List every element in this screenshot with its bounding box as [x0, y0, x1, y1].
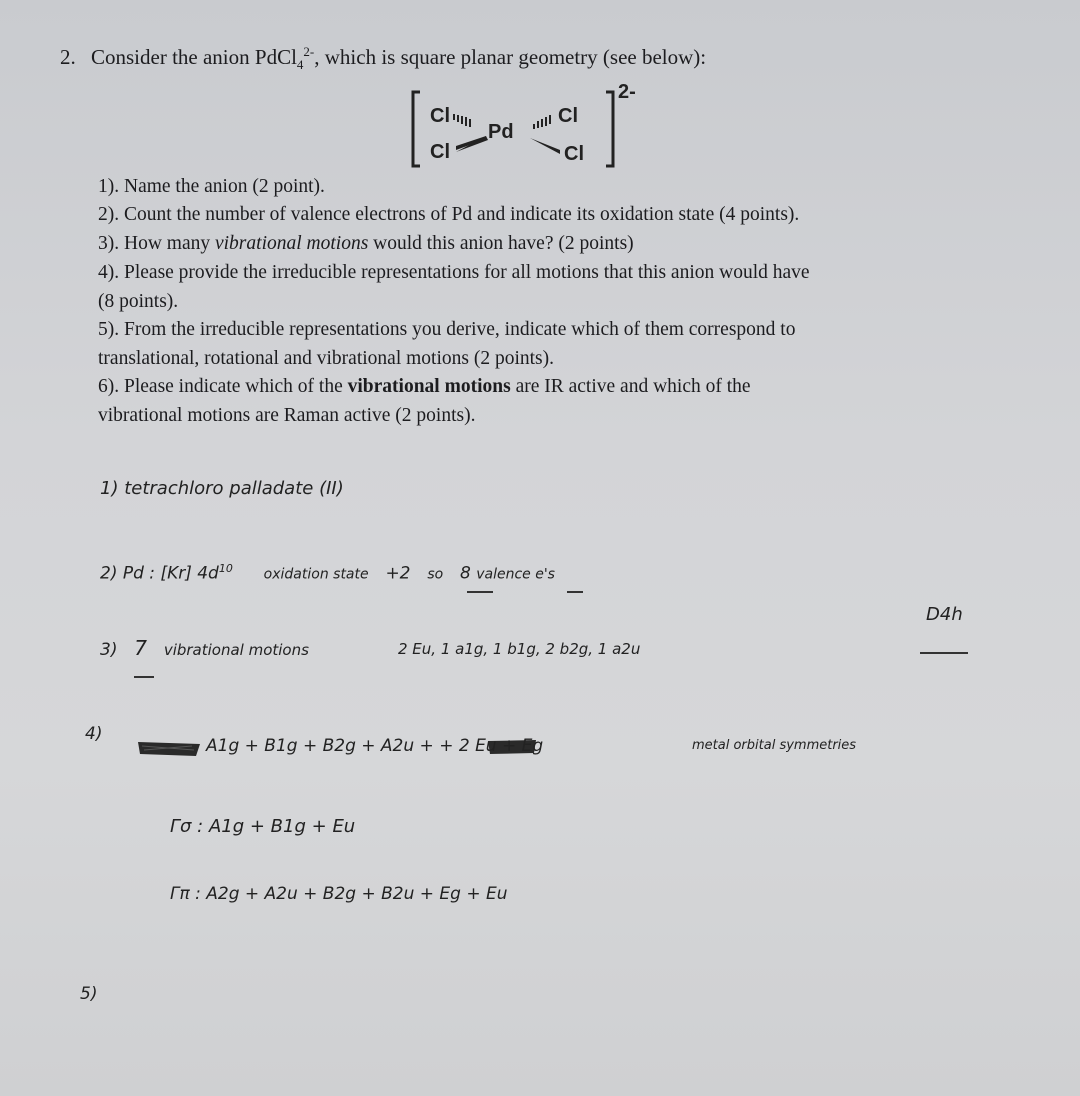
- answer-2-label: 2) Pd :: [100, 563, 156, 584]
- answer-2: [100, 562, 555, 584]
- subquestion-5: 5). From the irreducible representations you derive, indicate which of them correspond to: [98, 319, 796, 340]
- cl-bottom-left: Cl: [430, 141, 450, 163]
- gamma-pi-value: A2g + A2u + B2g + B2u + Eg + Eu: [206, 884, 508, 904]
- gamma-sigma-value: A1g + B1g + Eu: [208, 816, 356, 837]
- question-text-after: , which is square planar geometry (see below):: [314, 45, 707, 69]
- subquestion-2: 2). Count the number of valence electrons of Pd and indicate its oxidation state (4 points).: [98, 204, 800, 225]
- cl-bottom-right: Cl: [564, 143, 584, 165]
- answer-5-label: 5): [80, 984, 98, 1004]
- answer-2-config: [Kr] 4d: [160, 563, 219, 584]
- subquestion-1: 1). Name the anion (2 point).: [98, 176, 325, 197]
- subquestion-4-cont: (8 points).: [98, 291, 179, 312]
- subquestion-6: 6). Please indicate which of the vibrational motions are IR active and which of the: [98, 376, 751, 397]
- answer-4-line: A1g + B1g + B2g + A2u + + 2 Eu + Eg: [206, 736, 544, 756]
- underline-point-group: [920, 652, 968, 654]
- answer-3-list: 2 Eu, 1 a1g, 1 b1g, 2 b2g, 1 a2u: [398, 640, 641, 658]
- subquestion-6-cont: vibrational motions are Raman active (2 points).: [98, 405, 476, 426]
- question-number: 2.: [60, 45, 76, 69]
- gamma-sigma-label: Γσ :: [170, 816, 204, 837]
- answer-2-ox-value: +2: [385, 563, 411, 584]
- answer-1: 1) tetrachloro palladate (II): [100, 478, 344, 499]
- underline-seven: [134, 676, 154, 678]
- answer-2-valence-text: valence e's: [476, 566, 555, 583]
- gamma-pi: [170, 884, 508, 904]
- question-text-before: Consider the anion PdCl: [91, 45, 297, 69]
- answer-3-text: vibrational motions: [163, 641, 309, 659]
- subquestion-5-cont: translational, rotational and vibrational motions (2 points).: [98, 348, 554, 369]
- answer-2-oxidation: oxidation state: [263, 566, 369, 583]
- cl-top-left: Cl: [430, 105, 450, 127]
- question-subscript: 4: [296, 57, 304, 73]
- answer-3-count: 7: [134, 636, 147, 660]
- question-superscript: 2-: [303, 44, 315, 59]
- cl-top-right: Cl: [558, 105, 578, 127]
- answer-2-so: so: [427, 566, 444, 583]
- question-heading: [60, 44, 706, 73]
- gamma-pi-label: Γπ :: [170, 884, 201, 904]
- answer-3-label: 3): [100, 640, 118, 660]
- answer-2-config-sup: 10: [218, 562, 233, 575]
- pd-center: Pd: [488, 121, 514, 143]
- pdcl4-structure: [410, 84, 650, 174]
- subquestion-4: 4). Please provide the irreducible representations for all motions that this anion would have: [98, 262, 810, 283]
- answer-4-label: 4): [85, 724, 103, 744]
- point-group-label: D4h: [926, 604, 963, 625]
- answer-3: [100, 636, 309, 660]
- answer-4-note: metal orbital symmetries: [692, 738, 857, 753]
- answer-2-valence-count: 8: [459, 563, 471, 584]
- subquestion-3: 3). How many vibrational motions would this anion have? (2 points): [98, 233, 634, 254]
- charge-label: 2-: [618, 84, 636, 103]
- underline-val: [567, 591, 583, 593]
- underline-ox: [467, 591, 493, 593]
- scribble-1: [136, 738, 202, 760]
- gamma-sigma: [170, 816, 355, 837]
